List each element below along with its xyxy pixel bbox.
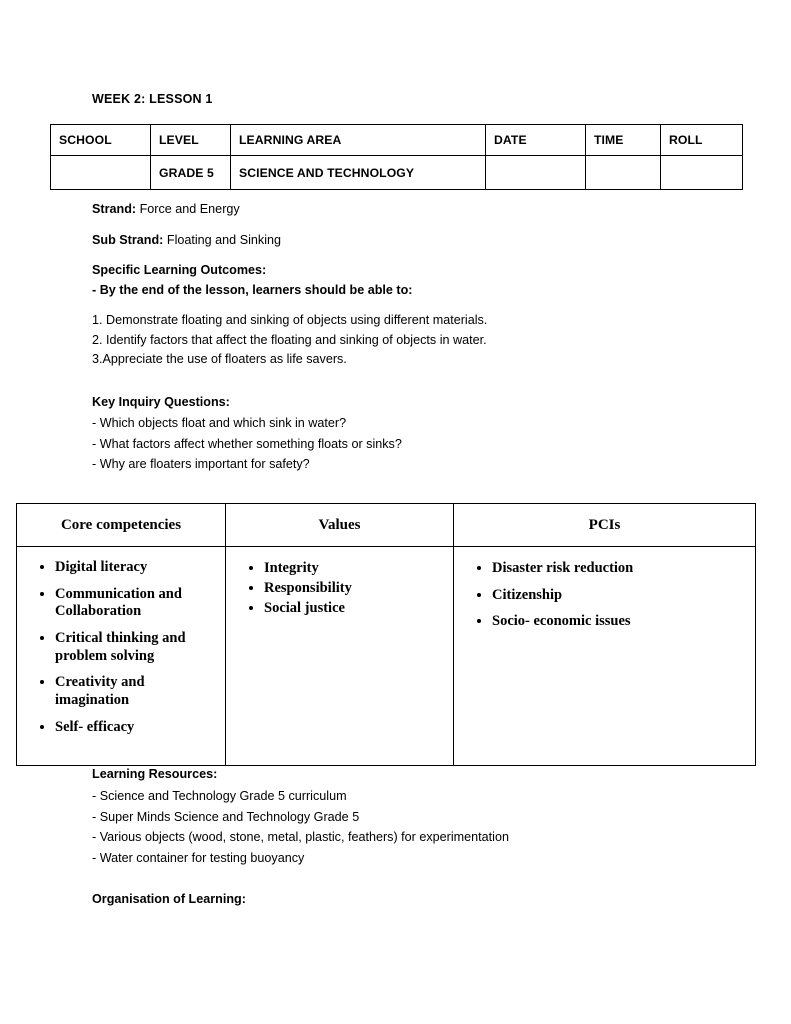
value-cell-school xyxy=(51,156,151,190)
header-cell-school: SCHOOL xyxy=(51,125,151,156)
list-item: 1. Demonstrate floating and sinking of objects using different materials. xyxy=(92,313,488,327)
table-row xyxy=(17,547,756,766)
table-row xyxy=(51,156,743,190)
cell-core-competencies xyxy=(17,547,226,766)
header-cell-date: DATE xyxy=(486,125,586,156)
sub-strand-value: Floating and Sinking xyxy=(166,233,281,247)
header-cell-core-competencies: Core competencies xyxy=(17,504,226,547)
key-inquiry-questions-list xyxy=(92,417,402,479)
sub-strand-label: Sub Strand: xyxy=(92,233,164,247)
specific-learning-outcomes-list xyxy=(92,314,487,373)
sub-strand-line xyxy=(92,234,281,247)
list-item: - Why are floaters important for safety? xyxy=(92,457,310,472)
pcis-list xyxy=(460,559,749,632)
list-item: • Creativity and imagination xyxy=(55,674,219,709)
specific-learning-outcomes-heading: Specific Learning Outcomes: xyxy=(92,263,267,277)
lesson-title: WEEK 2: LESSON 1 xyxy=(92,92,213,106)
header-cell-time: TIME xyxy=(586,125,661,156)
value-cell-time xyxy=(586,156,661,190)
header-cell-roll: ROLL xyxy=(661,125,743,156)
list-item: • Responsibility xyxy=(264,579,447,598)
strand-value: Force and Energy xyxy=(139,202,240,216)
strand-line xyxy=(92,203,240,216)
list-item: • Citizenship xyxy=(492,586,749,606)
list-item: - Science and Technology Grade 5 curriculum xyxy=(92,789,347,803)
list-item: • Disaster risk reduction xyxy=(492,559,749,579)
header-cell-pcis: PCIs xyxy=(454,504,756,547)
list-item: • Socio- economic issues xyxy=(492,612,749,632)
values-list xyxy=(232,559,447,618)
list-item: - Water container for testing buoyancy xyxy=(92,850,305,865)
value-cell-learning-area: SCIENCE AND TECHNOLOGY xyxy=(231,156,486,190)
value-cell-date xyxy=(486,156,586,190)
lesson-info-table xyxy=(50,124,743,190)
list-item: • Self- efficacy xyxy=(55,719,219,737)
strand-label: Strand: xyxy=(92,202,137,216)
cell-pcis xyxy=(454,547,756,766)
table-row xyxy=(51,125,743,156)
list-item: - Various objects (wood, stone, metal, plastic, feathers) for experimentation xyxy=(92,830,509,845)
list-item: - Super Minds Science and Technology Grade 5 xyxy=(92,809,360,824)
value-cell-level: GRADE 5 xyxy=(151,156,231,190)
value-cell-roll xyxy=(661,156,743,190)
header-cell-level: LEVEL xyxy=(151,125,231,156)
list-item: - What factors affect whether something floats or sinks? xyxy=(92,436,402,451)
organisation-of-learning-heading: Organisation of Learning: xyxy=(92,892,246,906)
list-item: • Digital literacy xyxy=(55,559,219,577)
cell-values xyxy=(226,547,454,766)
specific-learning-outcomes-subheading: - By the end of the lesson, learners should be able to: xyxy=(92,283,413,297)
list-item: 3.Appreciate the use of floaters as life savers. xyxy=(92,352,347,367)
competencies-table xyxy=(16,503,756,766)
learning-resources-list xyxy=(92,790,509,872)
list-item: • Social justice xyxy=(264,599,447,618)
list-item: 2. Identify factors that affect the floating and sinking of objects in water. xyxy=(92,332,487,347)
list-item: • Integrity xyxy=(264,559,447,578)
table-row xyxy=(17,504,756,547)
header-cell-values: Values xyxy=(226,504,454,547)
list-item: • Communication and Collaboration xyxy=(55,586,219,621)
list-item: • Critical thinking and problem solving xyxy=(55,630,219,665)
core-competencies-list xyxy=(23,559,219,737)
header-cell-learning-area: LEARNING AREA xyxy=(231,125,486,156)
learning-resources-heading: Learning Resources: xyxy=(92,767,218,781)
list-item: - Which objects float and which sink in water? xyxy=(92,416,347,430)
key-inquiry-questions-heading: Key Inquiry Questions: xyxy=(92,395,230,409)
